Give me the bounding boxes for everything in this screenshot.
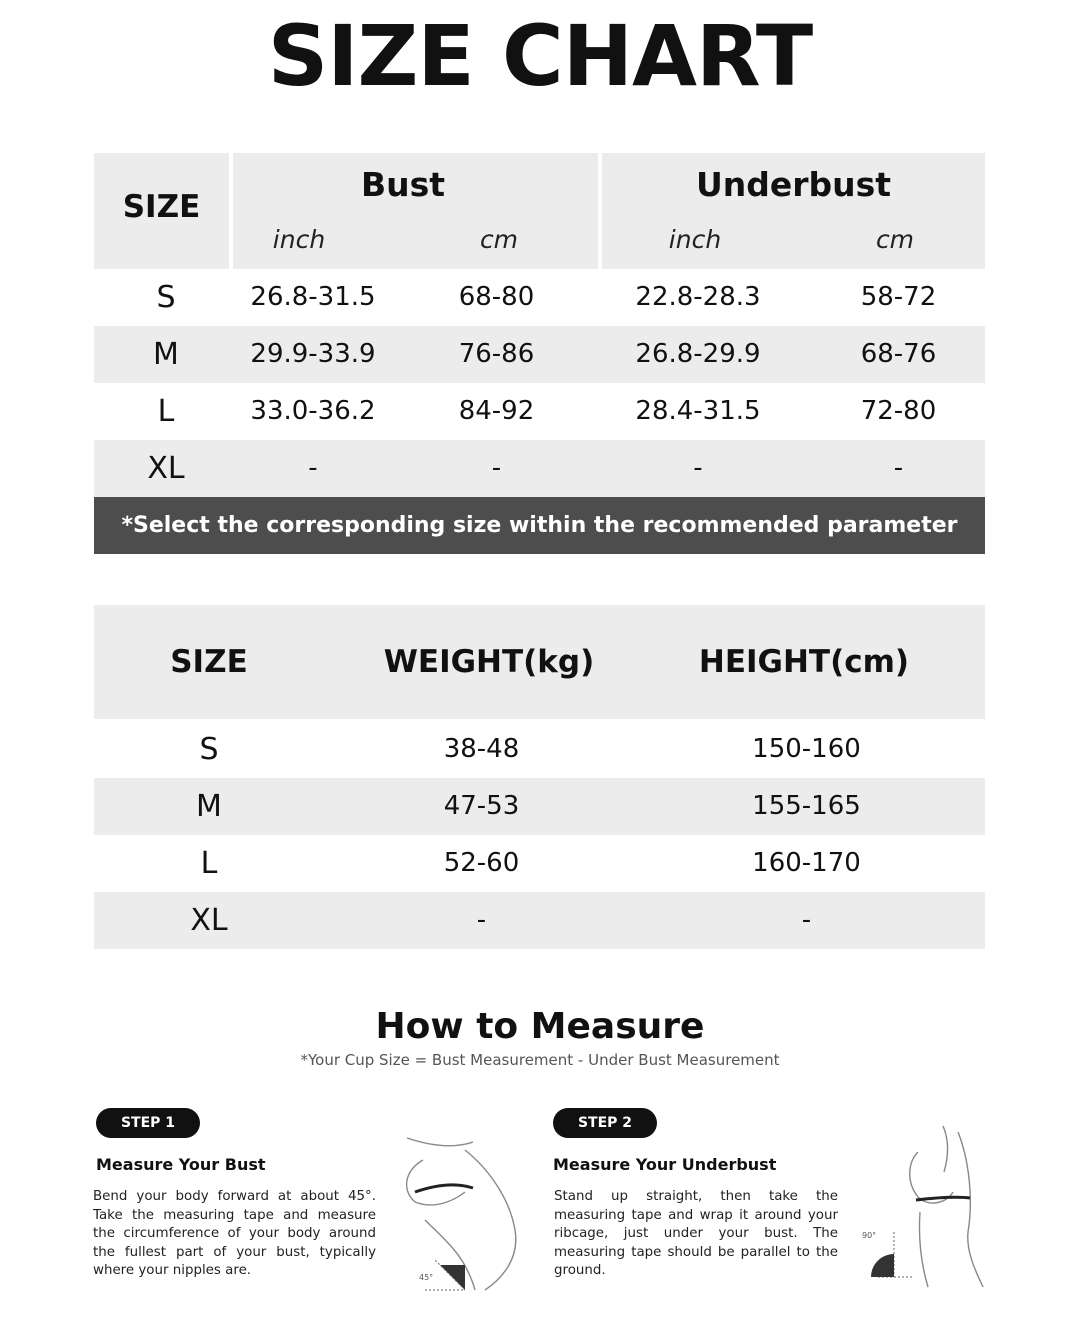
weight-cell: 52-60 xyxy=(443,848,520,878)
bust-cm-cell: 76-86 xyxy=(458,339,535,369)
table-row xyxy=(94,721,985,778)
bust-inch-unit: inch xyxy=(272,225,326,254)
angle-45-label: 45° xyxy=(419,1273,434,1282)
bust-cm-cell: 84-92 xyxy=(458,396,535,426)
size-cell: XL xyxy=(147,451,185,486)
table-row xyxy=(94,778,985,835)
underbust-measure-illustration xyxy=(858,1122,993,1292)
size-cell: S xyxy=(199,732,219,767)
underbust-header: Underbust xyxy=(695,165,892,204)
underbust-inch-cell: - xyxy=(693,453,703,483)
how-to-measure-title: How to Measure xyxy=(375,1006,705,1047)
height-cell: 160-170 xyxy=(752,848,861,878)
height-cell: 150-160 xyxy=(752,734,861,764)
bust-header: Bust xyxy=(360,165,446,204)
bust-cm-unit: cm xyxy=(479,225,519,254)
height-cell: - xyxy=(801,905,812,935)
step-2-badge: STEP 2 xyxy=(553,1108,657,1138)
size-cell: S xyxy=(156,280,176,315)
weight-height-header xyxy=(94,605,985,719)
step-2-title: Measure Your Underbust xyxy=(553,1155,777,1174)
step-1-badge: STEP 1 xyxy=(96,1108,200,1138)
weight-cell: 47-53 xyxy=(443,791,520,821)
underbust-cm-unit: cm xyxy=(875,225,915,254)
bust-measure-illustration xyxy=(395,1130,530,1295)
angle-90-label: 90° xyxy=(862,1231,877,1240)
bust-inch-cell: 29.9-33.9 xyxy=(250,339,376,369)
underbust-cm-cell: 68-76 xyxy=(860,339,937,369)
weight-header: WEIGHT(kg) xyxy=(383,644,595,680)
bust-inch-cell: 33.0-36.2 xyxy=(250,396,376,426)
size-note-banner: *Select the corresponding size within the recommended parameter range, xyxy=(94,497,985,554)
size-cell: M xyxy=(153,337,179,372)
table-row xyxy=(94,383,985,440)
table-row xyxy=(94,269,985,326)
step-1-description: Bend your body forward at about 45°. Take the measuring tape and measure the circumference of your body around the fullest part of your bust, typically where your nipples are. xyxy=(93,1189,376,1278)
underbust-inch-unit: inch xyxy=(668,225,722,254)
bust-inch-cell: - xyxy=(308,453,318,483)
weight-cell: 38-48 xyxy=(443,734,520,764)
table-row xyxy=(94,892,985,949)
bust-table-header xyxy=(94,153,985,269)
size-header: SIZE xyxy=(170,644,248,680)
bust-size-table xyxy=(94,153,985,595)
size-header: SIZE xyxy=(122,189,201,225)
bust-inch-cell: 26.8-31.5 xyxy=(250,282,376,312)
underbust-cm-cell: - xyxy=(893,453,904,483)
height-cell: 155-165 xyxy=(752,791,861,821)
table-row xyxy=(94,835,985,892)
size-cell: M xyxy=(196,789,222,824)
table-row xyxy=(94,440,985,497)
weight-cell: - xyxy=(476,905,487,935)
underbust-inch-cell: 28.4-31.5 xyxy=(635,396,761,426)
step-1-title: Measure Your Bust xyxy=(96,1155,266,1174)
cup-size-formula: *Your Cup Size = Bust Measurement - Under Bust Measurement xyxy=(300,1051,780,1069)
underbust-inch-cell: 22.8-28.3 xyxy=(635,282,761,312)
bust-cm-cell: - xyxy=(491,453,502,483)
underbust-inch-cell: 26.8-29.9 xyxy=(635,339,761,369)
step-2-description: Stand up straight, then take the measuring tape and wrap it around your ribcage, just under your bust. The measuring tape should be parallel to the ground. xyxy=(554,1189,838,1278)
height-header: HEIGHT(cm) xyxy=(698,644,910,680)
table-row xyxy=(94,326,985,383)
size-cell: L xyxy=(157,394,175,429)
size-cell: L xyxy=(200,846,218,881)
underbust-cm-cell: 72-80 xyxy=(860,396,937,426)
page-title: SIZE CHART xyxy=(267,7,813,105)
underbust-cm-cell: 58-72 xyxy=(860,282,937,312)
size-cell: XL xyxy=(190,903,228,938)
bust-cm-cell: 68-80 xyxy=(458,282,535,312)
